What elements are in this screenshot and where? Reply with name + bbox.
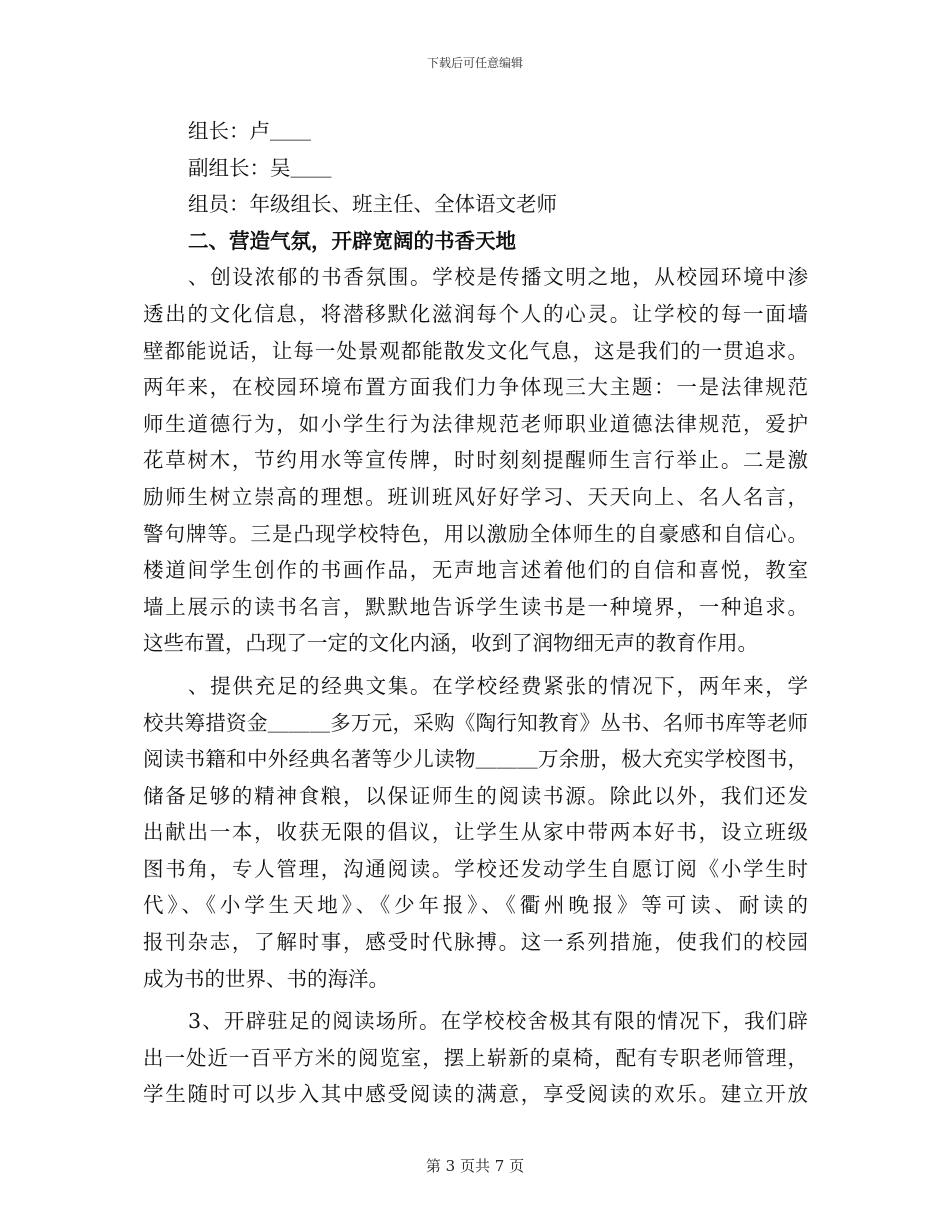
paragraph-1-line: 花草树木，节约用水等宣传牌，时时刻刻提醒师生言行举止。二是激 [143, 448, 808, 473]
paragraph-1-line: 两年来，在校园环境布置方面我们力争体现三大主题：一是法律规范 [143, 375, 808, 400]
paragraph-2-line: 、提供充足的经典文集。在学校经费紧张的情况下，两年来，学 [188, 673, 808, 698]
paragraph-1-line: 壁都能说话，让每一处景观都能散发文化气息，这是我们的一贯追求。 [143, 338, 808, 363]
members-line: 组员：年级组长、班主任、全体语文老师 [188, 192, 557, 217]
paragraph-3-line: 出一处近一百平方米的阅览室，摆上崭新的桌椅，配有专职老师管理， [143, 1045, 808, 1070]
paragraph-1-line: 、创设浓郁的书香氛围。学校是传播文明之地，从校园环境中渗 [188, 265, 808, 290]
paragraph-2-line: 储备足够的精神食粮，以保证师生的阅读书源。除此以外，我们还发 [143, 783, 808, 808]
paragraph-3-line: 3、开辟驻足的阅读场所。在学校校舍极其有限的情况下，我们辟 [188, 1009, 808, 1034]
paragraph-1-line: 师生道德行为，如小学生行为法律规范老师职业道德法律规范，爱护 [143, 411, 808, 436]
paragraph-2-line: 阅读书籍和中外经典名著等少儿读物＿＿＿万余册，极大充实学校图书， [143, 747, 808, 772]
section-heading: 二、营造气氛，开辟宽阔的书香天地 [188, 228, 516, 253]
leader-line: 组长：卢＿＿ [188, 119, 311, 143]
page-header: 下载后可任意编辑 [426, 56, 523, 70]
paragraph-1-line: 警句牌等。三是凸现学校特色，用以激励全体师生的自豪感和自信心。 [143, 521, 808, 546]
paragraph-1-line: 透出的文化信息，将潜移默化滋润每个人的心灵。让学校的每一面墙 [143, 301, 808, 326]
paragraph-2-line: 出献出一本，收获无限的倡议，让学生从家中带两本好书，设立班级 [143, 820, 808, 845]
paragraph-1-line: 楼道间学生创作的书画作品，无声地言述着他们的自信和喜悦，教室 [143, 558, 808, 583]
paragraph-2-line: 代》、《小学生天地》、《少年报》、《衢州晚报》等可读、耐读的 [143, 893, 808, 918]
paragraph-1-line: 这些布置，凸现了一定的文化内涵，收到了润物细无声的教育作用。 [143, 631, 758, 656]
document-body [143, 113, 808, 1113]
paragraph-1-line: 墙上展示的读书名言，默默地告诉学生读书是一种境界，一种追求。 [143, 594, 808, 619]
paragraph-1-line: 励师生树立崇高的理想。班训班风好好学习、天天向上、名人名言， [143, 484, 808, 509]
paragraph-3-line: 学生随时可以步入其中感受阅读的满意，享受阅读的欢乐。建立开放 [143, 1082, 808, 1107]
paragraph-2-line: 成为书的世界、书的海洋。 [143, 966, 389, 991]
page-footer: 第 3 页共 7 页 [425, 1157, 525, 1175]
paragraph-2-line: 报刊杂志，了解时事，感受时代脉搏。这一系列措施，使我们的校园 [143, 930, 808, 955]
paragraph-2-line: 图书角，专人管理，沟通阅读。学校还发动学生自愿订阅《小学生时 [143, 856, 808, 881]
deputy-leader-line: 副组长：吴＿＿ [188, 155, 332, 180]
paragraph-2-line: 校共筹措资金＿＿＿多万元，采购《陶行知教育》丛书、名师书库等老师 [143, 710, 808, 735]
